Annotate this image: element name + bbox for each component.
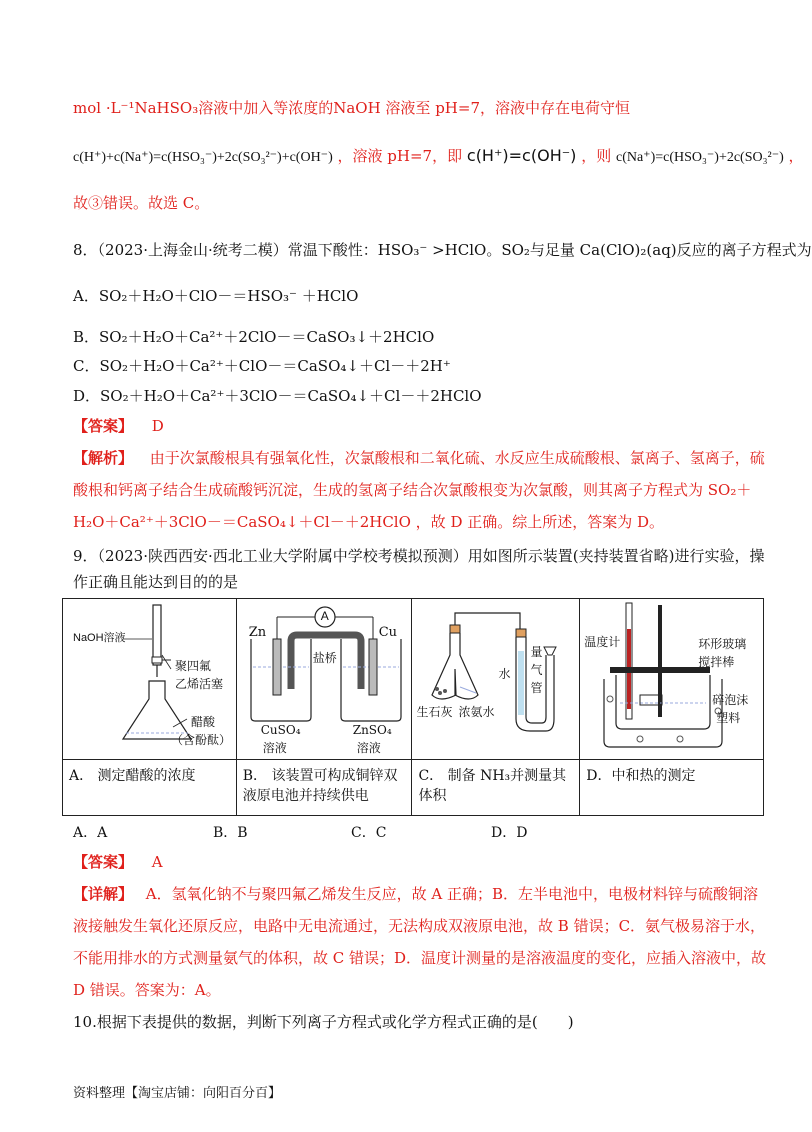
figure-a xyxy=(63,599,237,760)
label-naoh: NaOH溶液 xyxy=(73,632,126,644)
answer-label: 【答案】 xyxy=(73,853,134,871)
q9-detail-line4: D 错误。答案为：A。 xyxy=(73,981,221,999)
q9-choice-d: D．D xyxy=(491,825,528,841)
q9-choice-c: C．C xyxy=(351,825,387,841)
eq-mid-text: ，溶液 pH=7，即 xyxy=(337,147,463,165)
q9-answer xyxy=(73,852,163,872)
label-salt-bridge: 盐桥 xyxy=(312,651,337,665)
q9-stem-line1: 9．（2023·陕西西安·西北工业大学附属中学校考模拟预测）用如图所示装置(夹持装置省略)进行实验，操 xyxy=(73,547,765,565)
q9-choice-b: B．B xyxy=(213,825,248,841)
figure-b xyxy=(236,599,412,760)
prev-solution-equation xyxy=(73,146,804,168)
label-phenolphthalein: （含酚酞） xyxy=(171,733,232,747)
q8-option-d: D．SO₂＋H₂O＋Ca²⁺＋3ClO－＝CaSO₄↓＋Cl－＋2HClO xyxy=(73,387,482,405)
label-zn: Zn xyxy=(248,625,267,640)
analysis-text: 由于次氯酸根具有强氧化性，次氯酸根和二氧化硫、水反应生成硫酸根、氯离子、氢离子，硫 xyxy=(149,449,765,467)
answer-value: A xyxy=(151,853,163,871)
detail-label: 【详解】 xyxy=(73,885,134,903)
q8-option-a: A．SO₂＋H₂O＋ClO－＝HSO₃⁻ ＋HClO xyxy=(73,287,359,305)
q8-analysis-line2: 酸根和钙离子结合生成硫酸钙沉淀，生成的氢离子结合次氯酸根变为次氯酸，则其离子方程式为 SO₂＋ xyxy=(73,481,752,499)
label-cuso4-sol: 溶液 xyxy=(262,741,287,755)
label-znso4-sol: 溶液 xyxy=(356,741,381,755)
label-gas-tube1: 量 xyxy=(530,645,543,659)
label-foam1: 碎泡沫 xyxy=(712,693,749,707)
neutral-eq: c(H⁺)=c(OH⁻) xyxy=(466,146,577,165)
ammonia-apparatus xyxy=(412,599,580,759)
label-stirrer2: 搅拌棒 xyxy=(698,655,735,669)
eq-then-text: ，则 xyxy=(581,147,612,165)
caption-b: B． 该装置可构成铜锌双液原电池并持续供电 xyxy=(236,759,412,815)
caption-a: A． 测定醋酸的浓度 xyxy=(63,759,237,815)
q8-option-b: B．SO₂＋H₂O＋Ca²⁺＋2ClO－＝CaSO₃↓＋2HClO xyxy=(73,328,435,346)
eq-end-text: ， xyxy=(788,147,804,165)
answer-label: 【答案】 xyxy=(73,417,134,435)
q9-stem-line2: 作正确且能达到目的的是 xyxy=(73,573,239,591)
label-water: 水 xyxy=(498,667,511,681)
label-gas-tube2: 气 xyxy=(530,663,543,677)
label-foam2: 塑料 xyxy=(716,711,741,725)
q9-detail-line3: 不能用排水的方式测量氨气的体积，故 C 错误；D．温度计测量的是溶液温度的变化，应插入溶液中，故 xyxy=(73,949,767,967)
caption-d: D．中和热的测定 xyxy=(580,759,764,815)
label-ptfe1: 聚四氟 xyxy=(175,659,212,673)
result-eq: c(Na⁺)=c(HSO₃⁻)+2c(SO₃²⁻) xyxy=(615,150,784,165)
q9-detail-line2: 液接触发生氧化还原反应，电路中无电流通过，无法构成双液原电池，故 B 错误；C．氨气极易溶于水， xyxy=(73,917,766,935)
q8-analysis-line1 xyxy=(73,448,765,468)
q9-detail-line1 xyxy=(73,884,758,904)
q8-analysis-line3: H₂O＋Ca²⁺＋3ClO－＝CaSO₄↓＋Cl－＋2HClO ，故 D 正确。综上所述，答案为 D。 xyxy=(73,513,665,531)
label-znso4: ZnSO₄ xyxy=(352,723,392,737)
detail-text: A．氢氧化钠不与聚四氟乙烯发生反应，故 A 正确；B．左半电池中，电极材料锌与硫酸铜溶 xyxy=(145,885,759,903)
q9-choice-a: A．A xyxy=(73,825,108,841)
ammeter-icon: A xyxy=(320,609,329,623)
q8-option-c: C．SO₂＋H₂O＋Ca²⁺＋ClO－＝CaSO₄↓＋Cl－＋2H⁺ xyxy=(73,357,451,375)
prev-solution-line1: mol ·L⁻¹NaHSO₃溶液中加入等浓度的NaOH 溶液至 pH=7，溶液中存在电荷守恒 xyxy=(73,99,630,117)
figure-d xyxy=(580,599,764,760)
label-thermometer: 温度计 xyxy=(584,635,621,649)
label-cuso4: CuSO₄ xyxy=(260,723,301,737)
label-cu: Cu xyxy=(378,625,398,640)
q8-answer xyxy=(73,416,164,436)
calorimeter-apparatus xyxy=(580,599,764,759)
prev-solution-conclusion: 故③错误。故选 C。 xyxy=(73,194,210,212)
answer-value: D xyxy=(151,417,164,435)
q9-figure-table xyxy=(62,598,764,816)
label-quicklime: 生石灰 xyxy=(416,705,453,719)
label-acetic: 醋酸 xyxy=(191,715,216,729)
label-stirrer1: 环形玻璃 xyxy=(698,637,747,651)
analysis-label: 【解析】 xyxy=(73,449,134,467)
figure-c xyxy=(412,599,580,760)
label-gas-tube3: 管 xyxy=(530,681,543,695)
charge-balance-eq: c(H⁺)+c(Na⁺)=c(HSO₃⁻)+2c(SO₃²⁻)+c(OH⁻) xyxy=(73,150,333,165)
page-footer: 资料整理【淘宝店铺：向阳百分百】 xyxy=(73,1086,282,1101)
q8-stem: 8．（2023·上海金山·统考二模）常温下酸性：HSO₃⁻ >HClO。SO₂与足量 Ca(ClO)₂(aq)反应的离子方程式为 xyxy=(73,241,812,259)
label-conc-ammonia: 浓氨水 xyxy=(458,705,495,719)
caption-c: C． 制备 NH₃并测量其体积 xyxy=(412,759,580,815)
label-ptfe2: 乙烯活塞 xyxy=(175,677,224,691)
q10-stem: 10.根据下表提供的数据，判断下列离子方程式或化学方程式正确的是( ) xyxy=(73,1013,574,1031)
